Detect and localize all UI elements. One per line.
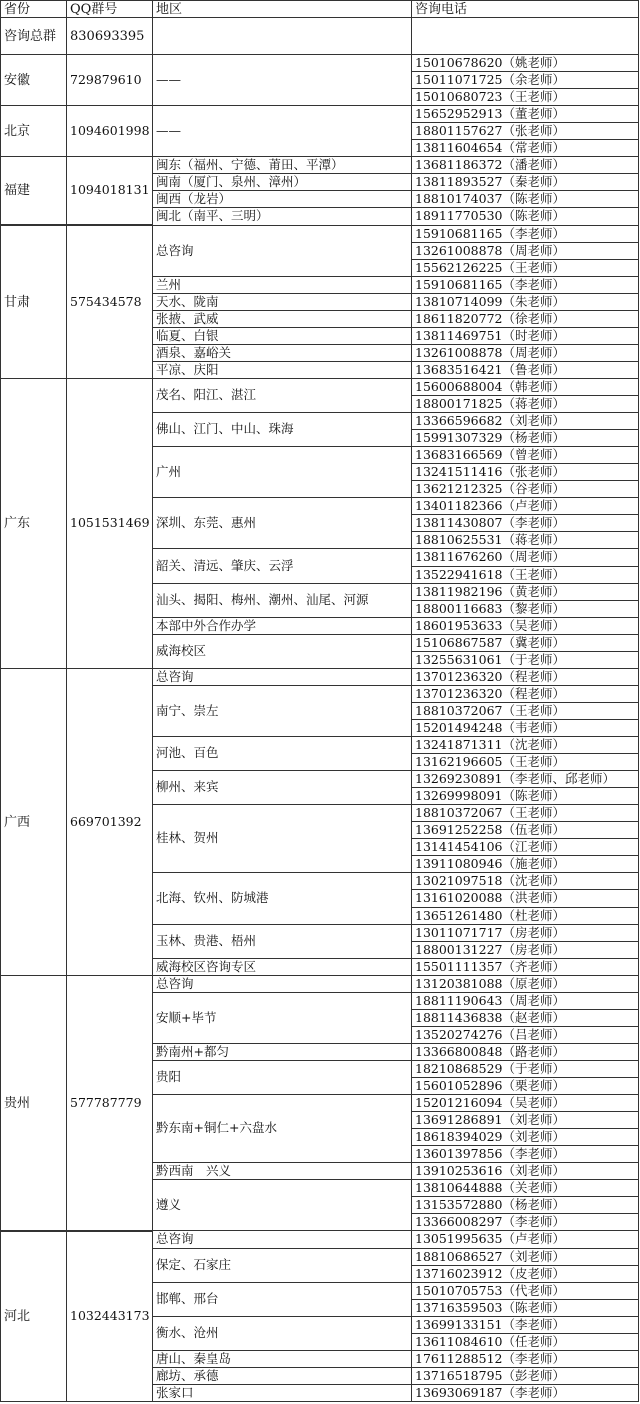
contact-phone: 15601052896（栗老师） bbox=[411, 1077, 639, 1095]
contact-phone: 13691286891（刘老师） bbox=[411, 1111, 639, 1129]
region-name: 深圳、东莞、惠州 bbox=[152, 497, 412, 549]
contact-phone: 18618394029（刘老师） bbox=[411, 1128, 639, 1146]
contact-phone: 18810174037（陈老师） bbox=[411, 190, 639, 208]
province-qq: 1094018131 bbox=[66, 156, 153, 225]
region-name: 酒泉、嘉峪关 bbox=[152, 344, 412, 362]
contact-phone: 13401182366（卢老师） bbox=[411, 497, 639, 515]
contact-phone: 13693069187（李老师） bbox=[411, 1384, 639, 1402]
contact-phone: 13522941618（王老师） bbox=[411, 566, 639, 584]
contact-phone: 18810372067（王老师） bbox=[411, 702, 639, 720]
header-phone: 咨询电话 bbox=[411, 0, 639, 18]
contact-phone: 13269998091（陈老师） bbox=[411, 787, 639, 805]
contact-phone: 18611820772（徐老师） bbox=[411, 310, 639, 328]
region-name: 茂名、阳江、湛江 bbox=[152, 378, 412, 413]
contact-phone: 13269230891（李老师、邱老师） bbox=[411, 770, 639, 788]
contact-phone: 13811430807（李老师） bbox=[411, 514, 639, 532]
contact-phone: 13241511416（张老师） bbox=[411, 463, 639, 481]
region-name: 韶关、清远、肇庆、云浮 bbox=[152, 548, 412, 584]
contact-phone: 13520274276（吕老师） bbox=[411, 1026, 639, 1044]
province-name: 贵州 bbox=[0, 975, 67, 1232]
region-name: 北海、钦州、防城港 bbox=[152, 872, 412, 925]
contact-phone: 13611084610（任老师） bbox=[411, 1333, 639, 1351]
general-group-qq: 830693395 bbox=[66, 17, 153, 55]
region-name: 威海校区 bbox=[152, 634, 412, 669]
province-name: 广西 bbox=[0, 668, 67, 976]
region-name: 保定、石家庄 bbox=[152, 1248, 412, 1283]
region-name: 临夏、白银 bbox=[152, 327, 412, 345]
contact-phone: 13683516421（鲁老师） bbox=[411, 361, 639, 379]
contact-phone: 13701236320（程老师） bbox=[411, 668, 639, 686]
province-qq: 575434578 bbox=[66, 225, 153, 379]
contact-phone: 15910681165（李老师） bbox=[411, 276, 639, 294]
contact-phone: 18210868529（于老师） bbox=[411, 1060, 639, 1078]
region-name: 总咨询 bbox=[152, 225, 412, 277]
contact-phone: 13241871311（沈老师） bbox=[411, 736, 639, 754]
region-name: 黔西南 兴义 bbox=[152, 1162, 412, 1180]
region-name: 唐山、秦皇岛 bbox=[152, 1350, 412, 1368]
contact-phone: 18800116683（黎老师） bbox=[411, 600, 639, 618]
region-name: 南宁、崇左 bbox=[152, 685, 412, 737]
region-name: 安顺+毕节 bbox=[152, 992, 412, 1044]
region-name: 总咨询 bbox=[152, 668, 412, 686]
contact-phone: 13811676260（周老师） bbox=[411, 548, 639, 567]
contact-phone: 15010678620（姚老师） bbox=[411, 54, 639, 72]
contact-phone: 13811893527（秦老师） bbox=[411, 173, 639, 191]
contact-phone: 15010705753（代老师） bbox=[411, 1282, 639, 1300]
region-name: 闽东（福州、宁德、莆田、平潭） bbox=[152, 156, 412, 174]
contact-phone: 15991307329（杨老师） bbox=[411, 429, 639, 447]
province-name: 广东 bbox=[0, 378, 67, 669]
region-name: 广州 bbox=[152, 446, 412, 498]
contact-phone: 13051995635（卢老师） bbox=[411, 1230, 639, 1249]
province-name: 安徽 bbox=[0, 54, 67, 106]
region-name: 闽北（南平、三明） bbox=[152, 207, 412, 226]
region-name: 河池、百色 bbox=[152, 736, 412, 771]
contact-phone: 15106867587（冀老师） bbox=[411, 634, 639, 652]
region-name: 平凉、庆阳 bbox=[152, 361, 412, 379]
contact-phone: 18911770530（陈老师） bbox=[411, 207, 639, 226]
region-name: 衡水、沧州 bbox=[152, 1316, 412, 1351]
contact-phone: 18801157627（张老师） bbox=[411, 122, 639, 140]
province-qq: 1051531469 bbox=[66, 378, 153, 669]
contact-phone: 18811436838（赵老师） bbox=[411, 1009, 639, 1027]
region-name: 玉林、贵港、梧州 bbox=[152, 924, 412, 959]
contact-phone: 13716518795（彭老师） bbox=[411, 1367, 639, 1385]
region-name: 邯郸、邢台 bbox=[152, 1282, 412, 1317]
province-name: 河北 bbox=[0, 1230, 67, 1402]
contact-phone: 18800171825（蒋老师） bbox=[411, 395, 639, 413]
contact-phone: 13261008878（周老师） bbox=[411, 344, 639, 362]
contact-phone: 15011071725（余老师） bbox=[411, 71, 639, 89]
contact-phone: 13366800848（路老师） bbox=[411, 1043, 639, 1061]
region-name: 贵阳 bbox=[152, 1060, 412, 1095]
contact-phone: 13261008878（周老师） bbox=[411, 242, 639, 260]
contact-phone: 13161020088（洪老师） bbox=[411, 889, 639, 908]
region-name: —— bbox=[152, 54, 412, 106]
region-name: 天水、陇南 bbox=[152, 293, 412, 311]
contact-phone: 15010680723（王老师） bbox=[411, 88, 639, 106]
region-name: 汕头、揭阳、梅州、潮州、汕尾、河源 bbox=[152, 583, 412, 618]
contact-phone: 13701236320（程老师） bbox=[411, 685, 639, 703]
contact-phone: 18810625531（蒋老师） bbox=[411, 531, 639, 549]
contact-phone: 13601397856（李老师） bbox=[411, 1145, 639, 1163]
region-name: 闽南（厦门、泉州、漳州） bbox=[152, 173, 412, 191]
region-name: —— bbox=[152, 105, 412, 157]
region-name: 张掖、武威 bbox=[152, 310, 412, 328]
contact-phone: 13699133151（李老师） bbox=[411, 1316, 639, 1334]
contact-phone: 15910681165（李老师） bbox=[411, 225, 639, 243]
contact-phone: 13911080946（施老师） bbox=[411, 855, 639, 873]
province-qq: 729879610 bbox=[66, 54, 153, 106]
region-name: 佛山、江门、中山、珠海 bbox=[152, 412, 412, 447]
contact-phone: 13810714099（朱老师） bbox=[411, 293, 639, 311]
region-name: 兰州 bbox=[152, 276, 412, 294]
region-name: 本部中外合作办学 bbox=[152, 617, 412, 635]
contact-phone: 13716023912（皮老师） bbox=[411, 1265, 639, 1283]
contact-phone: 13162196605（王老师） bbox=[411, 753, 639, 771]
contact-phone: 18800131227（房老师） bbox=[411, 941, 639, 959]
contact-phone: 18811190643（周老师） bbox=[411, 992, 639, 1010]
contact-phone: 15201494248（韦老师） bbox=[411, 719, 639, 737]
region-name: 柳州、来宾 bbox=[152, 770, 412, 805]
region-name: 总咨询 bbox=[152, 975, 412, 993]
region-name: 总咨询 bbox=[152, 1230, 412, 1249]
contact-phone: 13811604654（常老师） bbox=[411, 139, 639, 157]
contact-phone: 18810372067（王老师） bbox=[411, 804, 639, 822]
province-qq: 669701392 bbox=[66, 668, 153, 976]
region-name: 张家口 bbox=[152, 1384, 412, 1402]
contact-phone: 13683166569（曾老师） bbox=[411, 446, 639, 464]
contact-phone: 13716359503（陈老师） bbox=[411, 1299, 639, 1317]
general-group-region bbox=[152, 17, 412, 55]
contact-phone: 13011071717（房老师） bbox=[411, 924, 639, 942]
contact-phone: 13021097518（沈老师） bbox=[411, 872, 639, 890]
contact-phone: 13366596682（刘老师） bbox=[411, 412, 639, 430]
region-name: 威海校区咨询专区 bbox=[152, 958, 412, 976]
header-region: 地区 bbox=[152, 0, 412, 18]
contact-phone: 15562126225（王老师） bbox=[411, 259, 639, 277]
province-qq: 1032443173 bbox=[66, 1230, 153, 1402]
region-name: 桂林、贺州 bbox=[152, 804, 412, 873]
province-qq: 1094601998 bbox=[66, 105, 153, 157]
contact-phone: 13120381088（原老师） bbox=[411, 975, 639, 993]
header-qq: QQ群号 bbox=[66, 0, 153, 18]
contact-phone: 15201216094（吴老师） bbox=[411, 1094, 639, 1112]
contact-phone: 13811469751（时老师） bbox=[411, 327, 639, 345]
region-name: 黔东南+铜仁+六盘水 bbox=[152, 1094, 412, 1163]
province-name: 福建 bbox=[0, 156, 67, 225]
province-name: 北京 bbox=[0, 105, 67, 157]
header-province: 省份 bbox=[0, 0, 67, 18]
contact-phone: 13810644888（关老师） bbox=[411, 1179, 639, 1197]
contact-phone: 13366008297（李老师） bbox=[411, 1213, 639, 1231]
region-name: 遵义 bbox=[152, 1179, 412, 1231]
province-qq: 577787779 bbox=[66, 975, 153, 1232]
general-group-phone bbox=[411, 17, 639, 55]
contact-phone: 18810686527（刘老师） bbox=[411, 1248, 639, 1266]
general-group-label: 咨询总群 bbox=[0, 17, 67, 55]
contact-phone: 13141454106（江老师） bbox=[411, 838, 639, 856]
contact-phone: 18601953633（吴老师） bbox=[411, 617, 639, 635]
contact-phone: 13681186372（潘老师） bbox=[411, 156, 639, 174]
contact-phone: 15501111357（齐老师） bbox=[411, 958, 639, 976]
contact-phone: 13255631061（于老师） bbox=[411, 651, 639, 669]
contact-phone: 13651261480（杜老师） bbox=[411, 907, 639, 925]
contact-phone: 13621212325（谷老师） bbox=[411, 480, 639, 498]
contact-phone: 15652952913（董老师） bbox=[411, 105, 639, 123]
region-name: 闽西（龙岩） bbox=[152, 190, 412, 208]
province-name: 甘肃 bbox=[0, 225, 67, 379]
contact-phone: 13691252258（伍老师） bbox=[411, 821, 639, 839]
contact-phone: 13910253616（刘老师） bbox=[411, 1162, 639, 1180]
contact-phone: 13153572880（杨老师） bbox=[411, 1196, 639, 1214]
region-name: 黔南州+都匀 bbox=[152, 1043, 412, 1061]
contact-phone: 15600688004（韩老师） bbox=[411, 378, 639, 396]
contact-phone: 13811982196（黄老师） bbox=[411, 583, 639, 601]
region-name: 廊坊、承德 bbox=[152, 1367, 412, 1385]
contact-phone: 17611288512（李老师） bbox=[411, 1350, 639, 1368]
